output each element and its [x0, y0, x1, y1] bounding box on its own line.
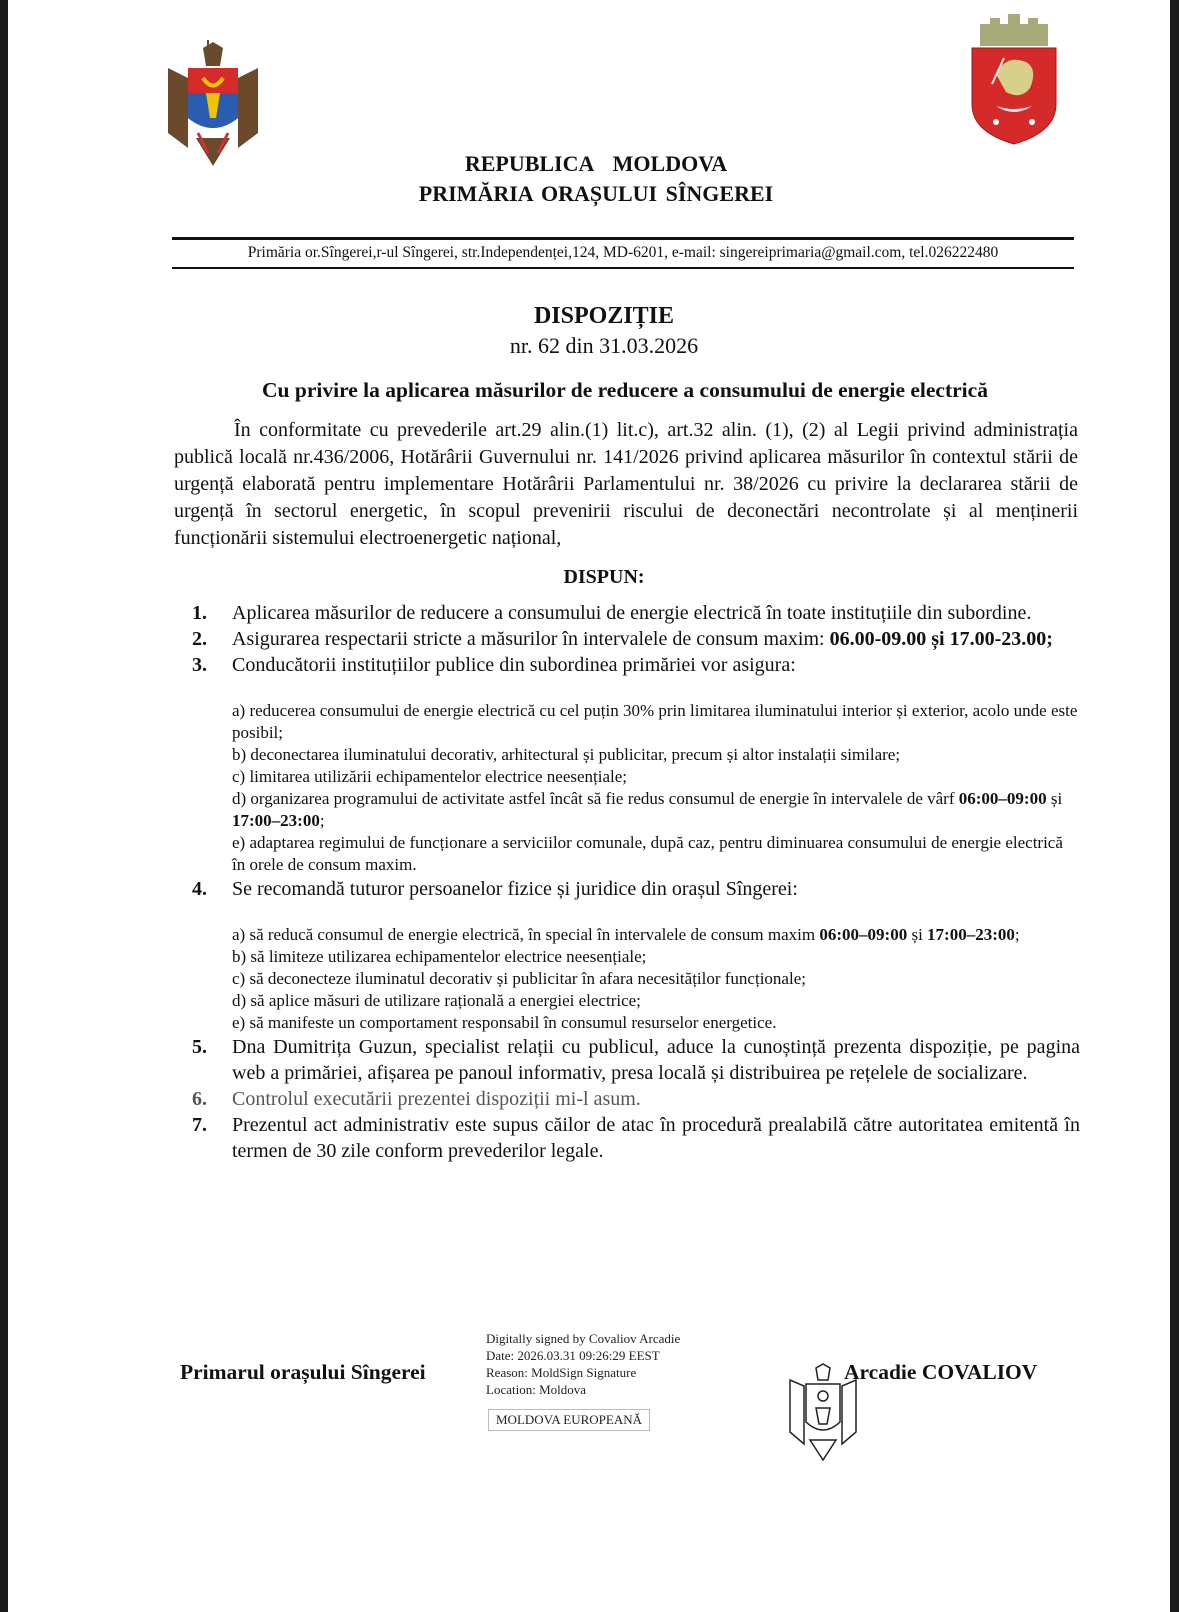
digital-signature-info: [486, 1330, 680, 1398]
list-item: [192, 1034, 1080, 1086]
dispositions-list: [192, 600, 1080, 1164]
header-divider-top: [172, 237, 1074, 240]
item-text: Controlul executării prezentei dispoziții mi-l asum.: [232, 1088, 641, 1110]
item-number: 6.: [192, 1088, 207, 1110]
moldova-coat-of-arms-icon: [158, 38, 268, 168]
document-page: [8, 0, 1170, 1612]
country-heading: REPUBLICA MOLDOVA: [464, 151, 728, 176]
subitems-3: [192, 700, 1080, 876]
signatory-name: Arcadie COVALIOV: [844, 1360, 1038, 1384]
item-text: Asigurarea respectarii stricte a măsurilor în intervalele de consum maxim:: [232, 628, 830, 650]
item-number: 4.: [192, 878, 207, 900]
subitem: c) limitarea utilizării echipamentelor electrice neesențiale;: [232, 767, 628, 786]
subitem: b) deconectarea iluminatului decorativ, arhitectural și publicitar, precum și altor instalații similare;: [232, 745, 901, 764]
preamble-text: În conformitate cu prevederile art.29 alin.(1) lit.c), art.32 alin. (1), (2) al Legii privind administrația publică locală nr.436/2006, Hotărârii Guvernului nr. 141/2026 privind aplicarea măsurilor în contextul stării de urgență elaborată pentru implementare Hotărârii Parlamentului nr. 38/2026 cu privire la declararea stării de urgență în sectorul energetic, în scopul prevenirii riscului de deconectări necontrolate și al menținerii funcționării sistemului electroenergetic național,: [174, 419, 1078, 549]
list-item: [192, 600, 1080, 626]
item-number: 7.: [192, 1114, 207, 1136]
subitem: e) adaptarea regimului de funcționare a serviciilor comunale, după caz, pentru diminuarea consumului de energie electrică în orele de consum maxim.: [232, 833, 1063, 874]
subitems-4: [192, 924, 1080, 1034]
signature-location: Location: Moldova: [486, 1382, 587, 1397]
list-item: [192, 876, 1080, 902]
subitem: e) să manifeste un comportament responsabil în consumul resurselor energetice.: [232, 1013, 777, 1032]
item-text: Conducătorii instituțiilor publice din subordinea primăriei vor asigura:: [232, 654, 796, 676]
subitem: d) organizarea programului de activitate astfel încât să fie redus consumul de energie în intervalele de vârf 06:00–09:00 și 17:00–23:00;: [232, 789, 1063, 830]
item-text: Se recomandă tuturor persoanelor fizice și juridice din orașul Sîngerei:: [232, 878, 798, 900]
list-item: [192, 1112, 1080, 1164]
peak-hours: 06.00-09.00 și 17.00-23.00;: [829, 628, 1053, 650]
institution-heading: PRIMĂRIA ORAȘULUI SÎNGEREI: [418, 181, 774, 206]
item-number: 2.: [192, 628, 207, 650]
item-number: 5.: [192, 1036, 207, 1058]
signature-date: Date: 2026.03.31 09:26:29 EEST: [486, 1348, 660, 1363]
document-type: DISPOZIȚIE: [533, 303, 675, 329]
header-divider-bottom: [172, 267, 1074, 269]
signature-reason: Reason: MoldSign Signature: [486, 1365, 637, 1380]
list-item: [192, 626, 1080, 652]
item-number: 3.: [192, 654, 207, 676]
list-item: [192, 652, 1080, 678]
preamble: [174, 417, 1078, 552]
signed-by: Digitally signed by Covaliov Arcadie: [486, 1331, 681, 1346]
moldova-europeana-badge: MOLDOVA EUROPEANĂ: [488, 1409, 650, 1431]
subitem: d) să aplice măsuri de utilizare rațională a energiei electrice;: [232, 991, 641, 1010]
dispun-heading: DISPUN:: [563, 566, 645, 588]
item-text: Dna Dumitrița Guzun, specialist relații cu publicul, aduce la cunoștință prezenta dispoziție, pe pagina web a primăriei, afișarea pe panoul informativ, presa locală și distribuirea pe rețelele de socializare.: [232, 1036, 1080, 1084]
item-text: Prezentul act administrativ este supus căilor de atac în procedură prealabilă către autoritatea emitentă în termen de 30 zile conform prevederilor legale.: [232, 1114, 1080, 1162]
item-text: Aplicarea măsurilor de reducere a consumului de energie electrică în toate instituțiile din subordine.: [232, 602, 1032, 624]
signatory-title: Primarul orașului Sîngerei: [180, 1360, 426, 1384]
list-item: [192, 1086, 1080, 1112]
singerei-city-coat-of-arms-icon: [966, 14, 1062, 146]
institution-address: Primăria or.Sîngerei,r-ul Sîngerei, str.Independenței,124, MD-6201, e-mail: singereiprimaria@gmail.com, tel.026222480: [247, 244, 999, 261]
subitem: a) reducerea consumului de energie electrică cu cel puțin 30% prin limitarea iluminatului interior și exterior, acolo unde este posibil;: [232, 701, 1078, 742]
subitem: b) să limiteze utilizarea echipamentelor electrice neesențiale;: [232, 947, 647, 966]
item-number: 1.: [192, 602, 207, 624]
subitem: c) să deconecteze iluminatul decorativ și publicitar în afara necesităților funcționale;: [232, 969, 806, 988]
document-number: nr. 62 din 31.03.2026: [509, 333, 699, 358]
subitem: a) să reducă consumul de energie electrică, în special în intervalele de consum maxim 06:00–09:00 și 17:00–23:00;: [232, 925, 1020, 944]
document-subject: Cu privire la aplicarea măsurilor de reducere a consumului de energie electrică: [262, 378, 988, 402]
